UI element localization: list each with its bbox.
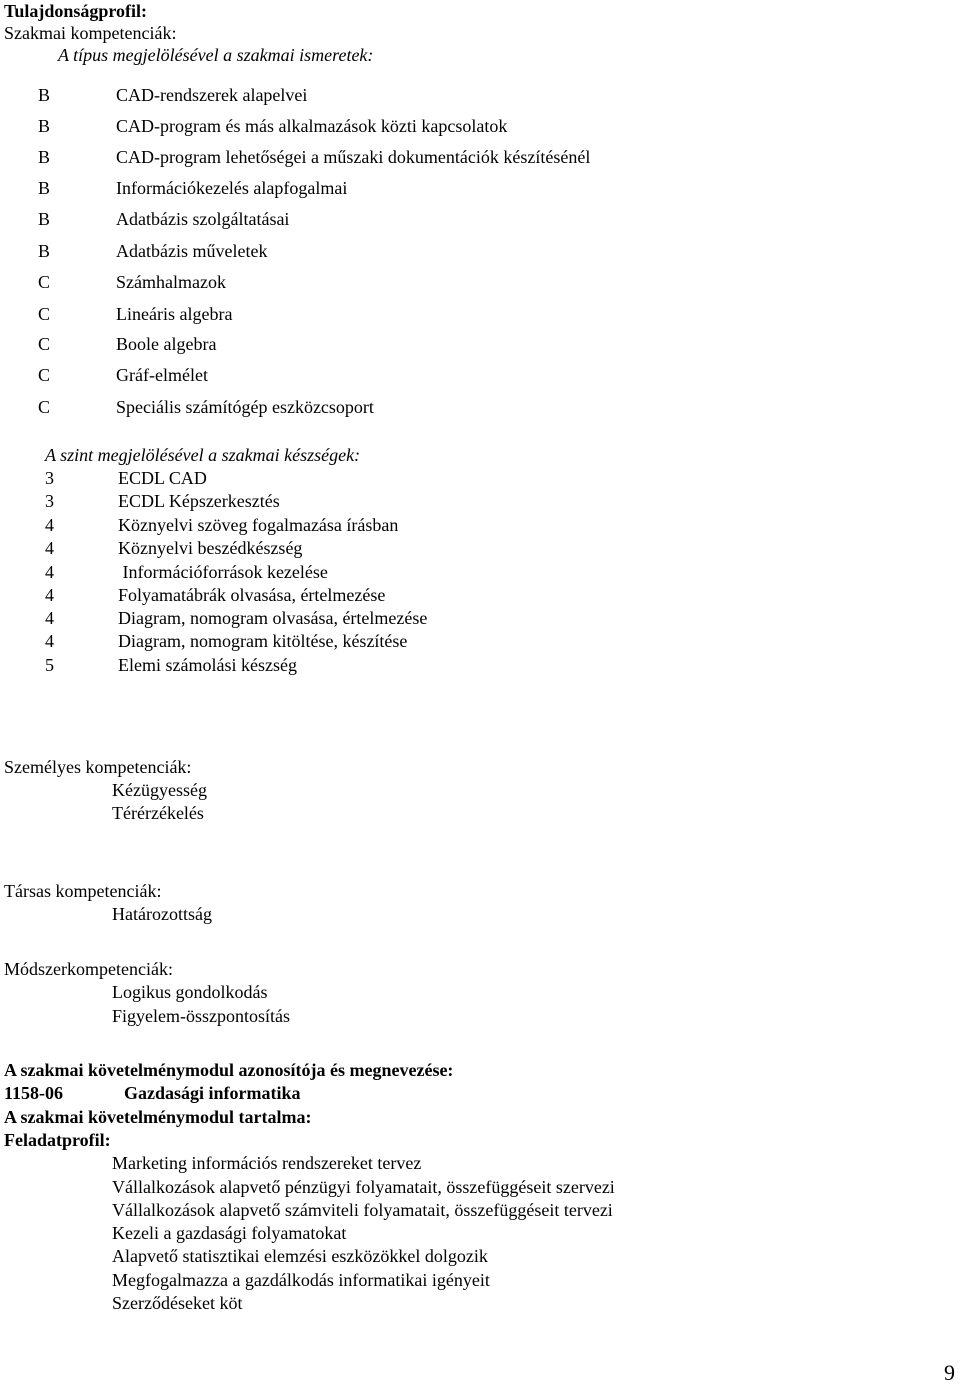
szakmai-heading: Szakmai kompetenciák: — [4, 23, 177, 43]
item-text: Diagram, nomogram kitöltése, készítése — [118, 631, 408, 651]
type-code: B — [38, 147, 51, 167]
level-code: 4 — [45, 631, 54, 651]
list-item: Vállalkozások alapvető számviteli folyamatait, összefüggéseit tervezi — [112, 1200, 613, 1220]
tipus-heading: A típus megjelölésével a szakmai ismeretek: — [58, 45, 374, 65]
item-text: CAD-program és más alkalmazások közti kapcsolatok — [116, 116, 508, 136]
item-text: Számhalmazok — [116, 272, 226, 292]
item-text: Elemi számolási készség — [118, 655, 297, 675]
item-text: CAD-rendszerek alapelvei — [116, 85, 308, 105]
list-item: Szerződéseket köt — [112, 1293, 243, 1313]
level-code: 3 — [45, 468, 54, 488]
level-code: 5 — [45, 655, 54, 675]
tartalma-heading: A szakmai követelménymodul tartalma: — [4, 1107, 312, 1127]
level-code: 3 — [45, 491, 54, 511]
item-text: Köznyelvi szöveg fogalmazása írásban — [118, 515, 399, 535]
level-code: 4 — [45, 515, 54, 535]
list-item: Figyelem-összpontosítás — [112, 1006, 290, 1026]
list-item: Határozottság — [112, 904, 212, 924]
item-text: Boole algebra — [116, 334, 217, 354]
type-code: B — [38, 209, 51, 229]
list-item: Vállalkozások alapvető pénzügyi folyamatait, összefüggéseit szervezi — [112, 1177, 615, 1197]
list-item: Kezeli a gazdasági folyamatokat — [112, 1223, 347, 1243]
level-code: 4 — [45, 562, 54, 582]
list-item: Megfogalmazza a gazdálkodás informatikai igényeit — [112, 1270, 490, 1290]
level-code: 4 — [45, 585, 54, 605]
type-code: B — [38, 85, 51, 105]
list-item: Kézügyesség — [112, 780, 207, 800]
modszer-heading: Módszerkompetenciák: — [4, 959, 173, 979]
list-item: Logikus gondolkodás — [112, 982, 268, 1002]
item-text: Adatbázis szolgáltatásai — [116, 209, 290, 229]
type-code: B — [38, 178, 51, 198]
type-code: C — [38, 365, 51, 385]
item-text: ECDL Képszerkesztés — [118, 491, 280, 511]
item-text: Információforrások kezelése — [118, 562, 328, 582]
type-code: C — [38, 304, 51, 324]
item-text: Gráf-elmélet — [116, 365, 208, 385]
tarsas-heading: Társas kompetenciák: — [4, 881, 162, 901]
item-text: Köznyelvi beszédkészség — [118, 538, 303, 558]
item-text: Információkezelés alapfogalmai — [116, 178, 348, 198]
modul-name: Gazdasági informatika — [124, 1083, 301, 1103]
level-code: 4 — [45, 608, 54, 628]
type-code: B — [38, 241, 51, 261]
type-code: B — [38, 116, 51, 136]
szint-heading: A szint megjelölésével a szakmai készségek: — [45, 445, 361, 465]
item-text: Adatbázis műveletek — [116, 241, 268, 261]
type-code: C — [38, 397, 51, 417]
modul-heading: A szakmai követelménymodul azonosítója és megnevezése: — [4, 1060, 454, 1080]
item-text: Lineáris algebra — [116, 304, 233, 324]
item-text: ECDL CAD — [118, 468, 207, 488]
list-item: Térérzékelés — [112, 803, 204, 823]
feladatprofil-heading: Feladatprofil: — [4, 1130, 111, 1150]
item-text: Folyamatábrák olvasása, értelmezése — [118, 585, 386, 605]
profile-title: Tulajdonságprofil: — [4, 1, 148, 21]
page-number: 9 — [944, 1360, 955, 1385]
item-text: Speciális számítógép eszközcsoport — [116, 397, 374, 417]
szemelyes-heading: Személyes kompetenciák: — [4, 757, 192, 777]
list-item: Marketing információs rendszereket tervez — [112, 1153, 422, 1173]
modul-code: 1158-06 — [4, 1083, 64, 1103]
type-code: C — [38, 334, 51, 354]
list-item: Alapvető statisztikai elemzési eszközökkel dolgozik — [112, 1246, 488, 1266]
type-code: C — [38, 272, 51, 292]
level-code: 4 — [45, 538, 54, 558]
item-text: CAD-program lehetőségei a műszaki dokumentációk készítésénél — [116, 147, 591, 167]
item-text: Diagram, nomogram olvasása, értelmezése — [118, 608, 428, 628]
